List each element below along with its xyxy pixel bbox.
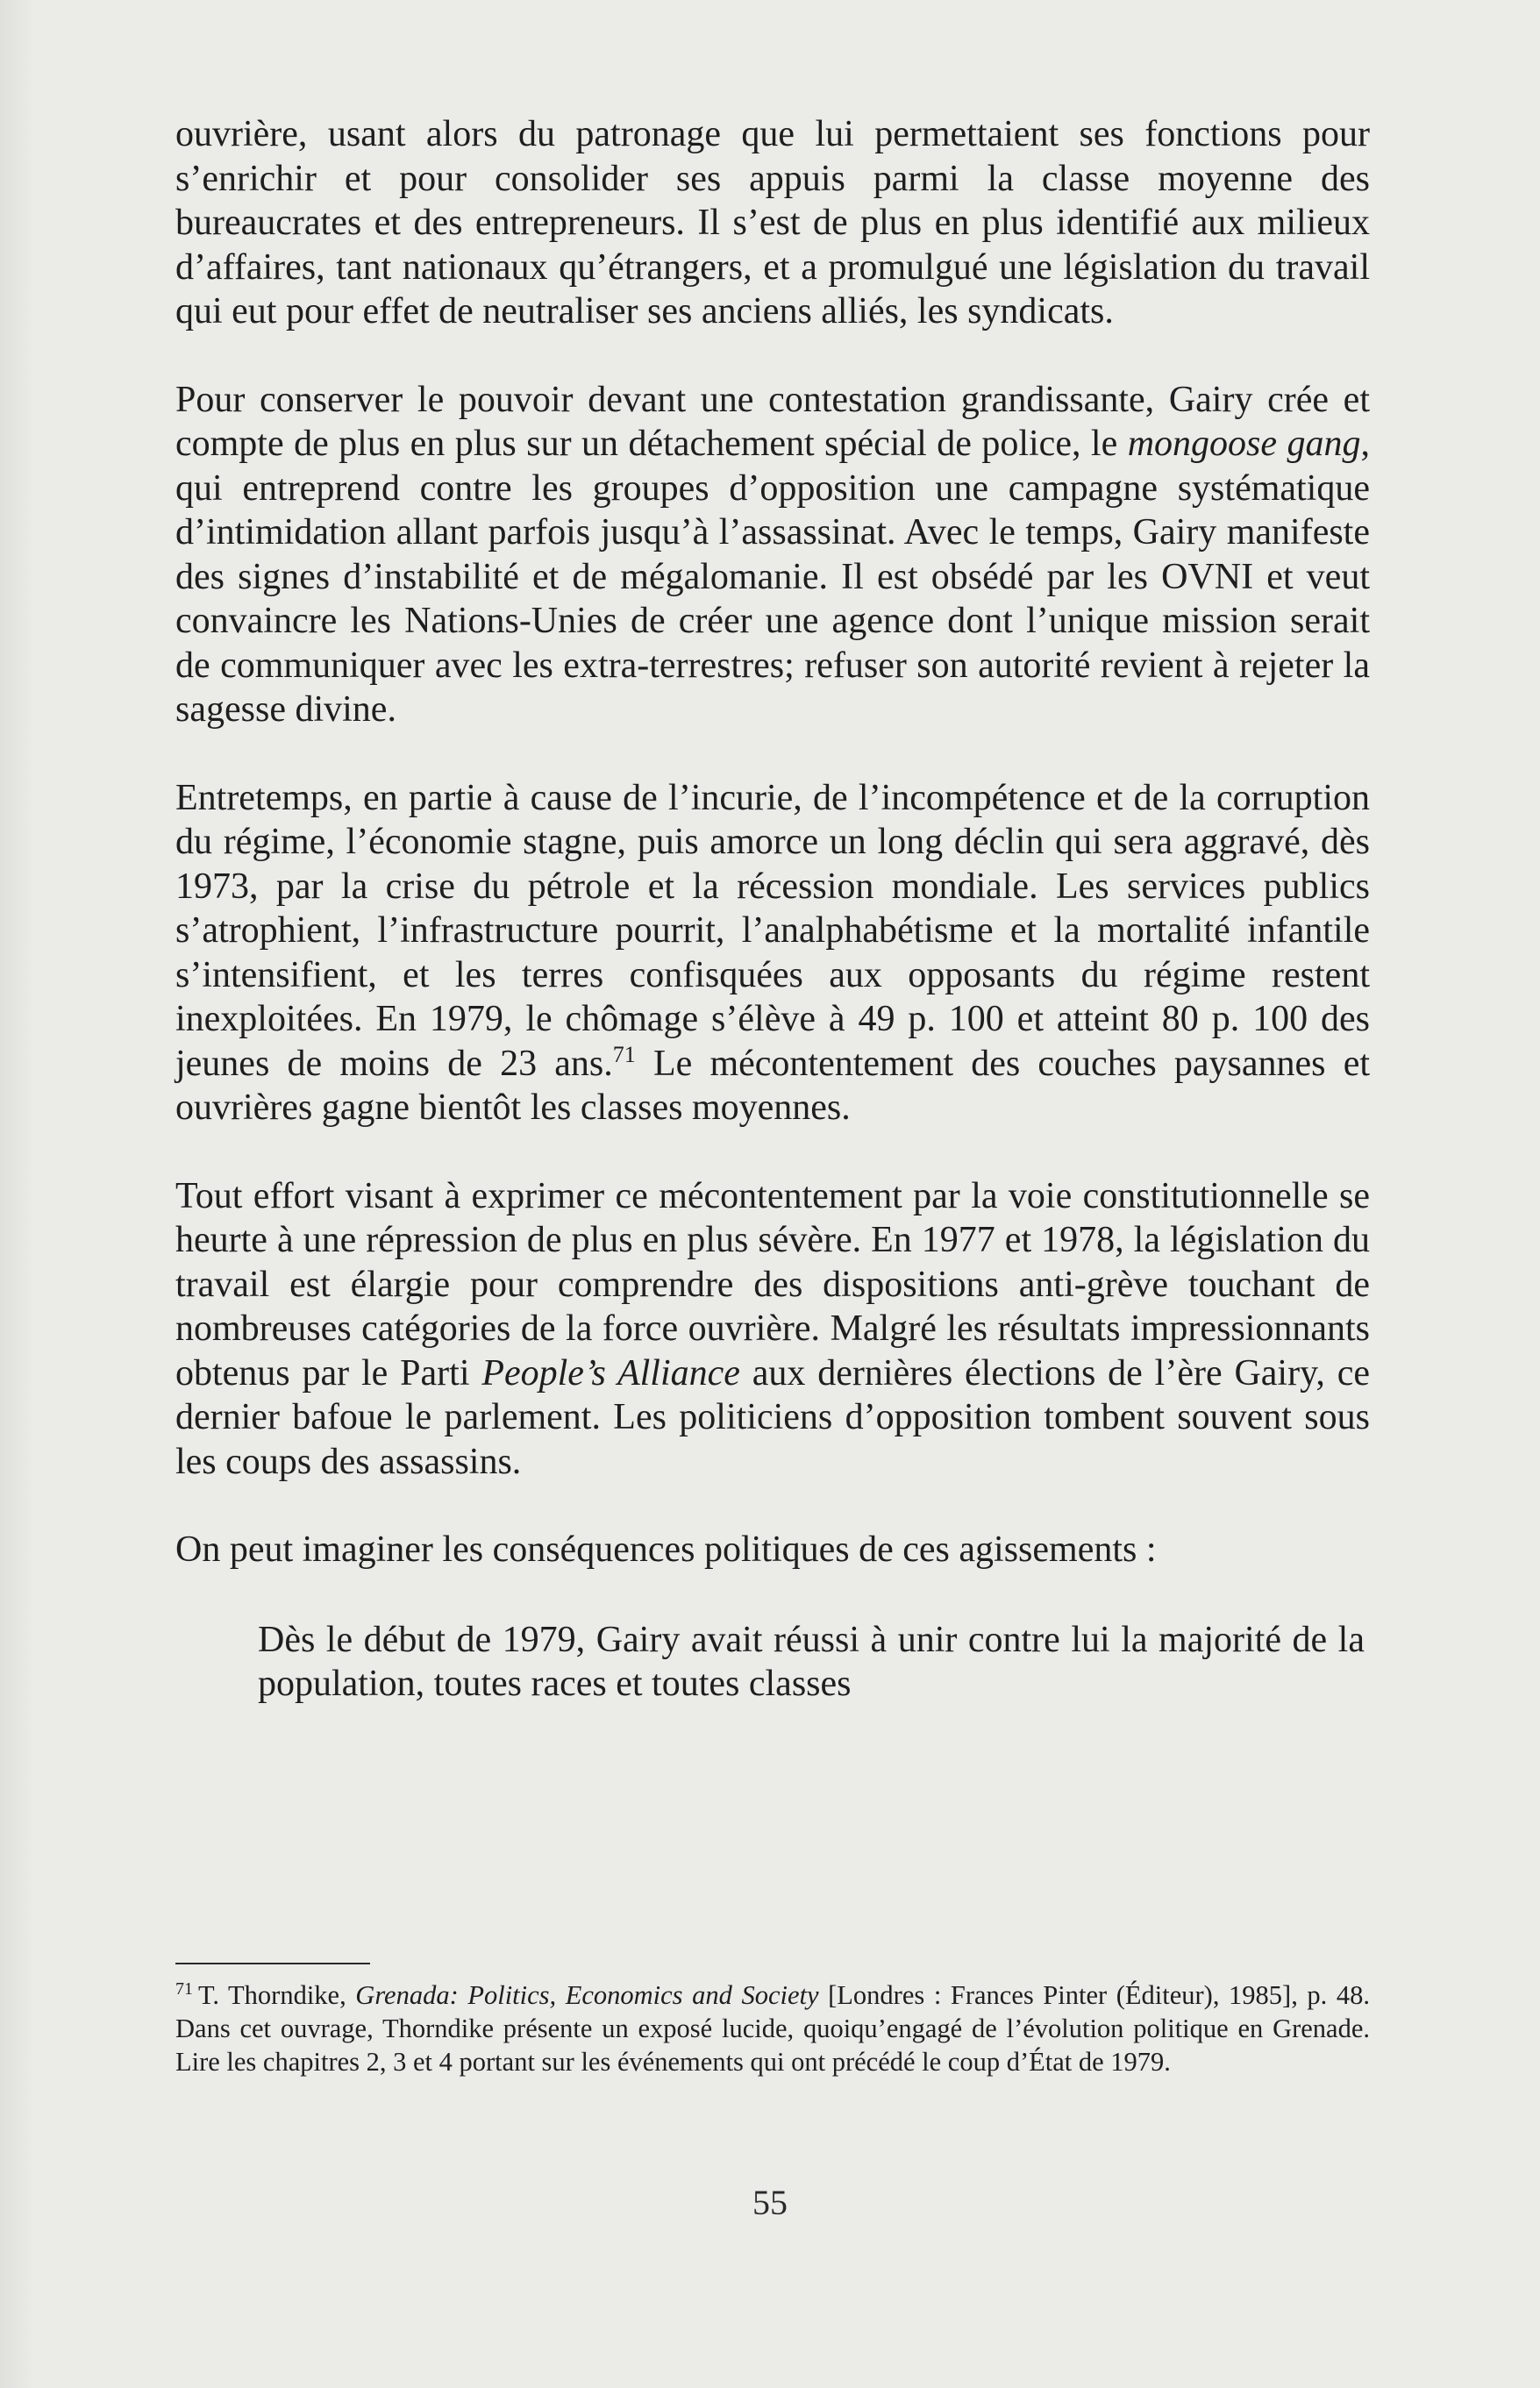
body-text bbox=[175, 112, 1370, 1707]
footnote-rest: [Londres : Frances Pinter (Éditeur), 1985], p. 48. Dans cet ouvrage, Thorndike présente un exposé lucide, quoiqu’engagé de l’évolution politique en Grenade. Lire les chapitres 2, 3 et 4 portant sur les événements qui ont précédé le coup d’État de 1979. bbox=[175, 1980, 1370, 2077]
paragraph-3-text-a: Entretemps, en partie à cause de l’incurie, de l’incompétence et de la corruption du régime, l’économie stagne, puis amorce un long déclin qui sera aggravé, dès 1973, par la crise du pétrole et la récession mondiale. Les services publics s’atrophient, l’infrastructure pourrit, l’analphabétisme et la mortalité infantile s’intensifient, et les terres confisquées aux opposants du régime restent inexploitées. En 1979, le chômage s’élève à 49 p. 100 et atteint 80 p. 100 des jeunes de moins de 23 ans. bbox=[175, 777, 1370, 1084]
paragraph-5 bbox=[175, 1528, 1370, 1572]
paragraph-5-text: On peut imaginer les conséquences politiques de ces agissements : bbox=[175, 1529, 1157, 1570]
paragraph-1-text: ouvrière, usant alors du patronage que lui permettaient ses fonctions pour s’enrichir et pour consolider ses appuis parmi la classe moyenne des bureaucrates et des entrepreneurs. Il s’est de plus en plus identifié aux milieux d’affaires, tant nationaux qu’étrangers, et a promulgué une législation du travail qui eut pour effet de neutraliser ses anciens alliés, les syndicats. bbox=[175, 114, 1370, 331]
block-quote-text: Dès le début de 1979, Gairy avait réussi à unir contre lui la majorité de la population, toutes races et toutes classes bbox=[258, 1619, 1365, 1704]
footnote-71 bbox=[175, 1978, 1370, 2078]
footnote-author: T. Thorndike, bbox=[198, 1980, 356, 2010]
paragraph-2-text-a: Pour conserver le pouvoir devant une contestation grandissante, Gairy crée et compte de plus en plus sur un détachement spécial de police, le bbox=[175, 379, 1370, 464]
paragraph-2 bbox=[175, 378, 1370, 732]
paragraph-1 bbox=[175, 112, 1370, 334]
footnote-title: Grenada: Politics, Economics and Society bbox=[355, 1980, 819, 2010]
footnote-reference-71[interactable]: 71 bbox=[612, 1041, 636, 1067]
paragraph-4 bbox=[175, 1174, 1370, 1485]
paragraph-4-text-a: Tout effort visant à exprimer ce mécontentement par la voie constitutionnelle se heurte à une répression de plus en plus sévère. En 1977 et 1978, la législation du travail est élargie pour comprendre des dispositions anti-grève touchant de nombreuses catégories de la force ouvrière. Malgré les résultats impressionnants obtenus par le Parti bbox=[175, 1175, 1370, 1394]
paragraph-3 bbox=[175, 776, 1370, 1130]
paragraph-2-italic: mongoose gang bbox=[1127, 424, 1361, 464]
paragraph-3-text-b: Le mécontentement des couches paysannes et ouvrières gagne bientôt les classes moyennes. bbox=[175, 1043, 1371, 1128]
footnote-mark: 71 bbox=[175, 1978, 193, 1999]
footnote-divider bbox=[175, 1963, 370, 1964]
paragraph-4-italic: People’s Alliance bbox=[481, 1352, 740, 1394]
paragraph-2-text-b: , qui entreprend contre les groupes d’opposition une campagne systématique d’intimidation allant parfois jusqu’à l’assassinat. Avec le temps, Gairy manifeste des signes d’instabilité et de mégalomanie. Il est obsédé par les OVNI et veut convaincre les Nations-Unies de créer une agence dont l’unique mission serait de communiquer avec les extra-terrestres; refuser son autorité revient à rejeter la sagesse divine. bbox=[175, 424, 1370, 730]
paragraph-4-text-b: aux dernières élections de l’ère Gairy, ce dernier bafoue le parlement. Les politiciens d’opposition tombent souvent sous les coups des assassins. bbox=[175, 1352, 1370, 1482]
block-quote bbox=[175, 1618, 1370, 1707]
page-number: 55 bbox=[752, 2183, 788, 2222]
